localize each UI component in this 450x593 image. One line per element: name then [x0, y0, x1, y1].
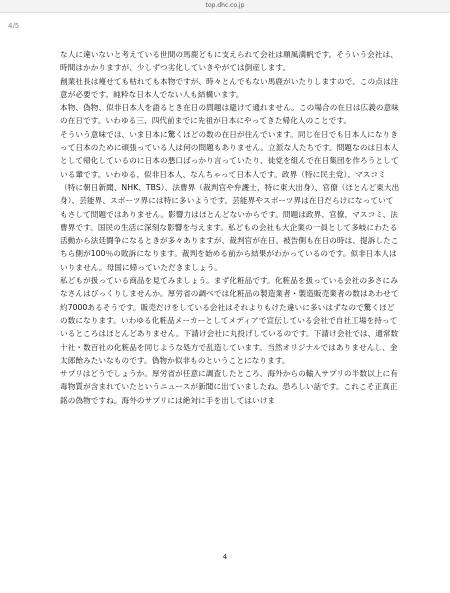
paragraph: 本物、偽物、似非日本人を語るとき在日の問題は避けて通れません。この場合の在日は広義の意味の在日です。いわゆる三、四代前までに先祖が日本にやってきた帰化人のことです。 — [60, 103, 399, 126]
paragraph: な人に違いないと考えている世間の馬鹿どもに支えられて会社は順風満帆です。そういう会社は、時間はかかりますが、少しずつ劣化していきやがては倒産します。 — [60, 50, 398, 73]
document-body — [60, 48, 400, 407]
page-number: 4 — [222, 553, 228, 561]
paragraph: 私どもが扱っている商品を見てみましょう。まず化粧品です。化粧品を扱っている会社の多さにみなさんはびっくりしませんか。厚労省の調べでは化粧品の製造業者・製造販売業者の数はあわせて約7000あるそうです。販売だけをしている会社はそれよりもけた違いに多いはずなので驚くほどの数になります。いわゆる化粧品メーカーとしてメディアで宣伝している会社で自社工場を持っているところはほとんどありません。下請け会社に丸投げしているのです。下請け会社では、通常数十社・数百社の化粧品を同じような処方で乱造しています。当然オリジナルではありませんし、金太郎飴みたいなものです。偽物か似非ものということになります。 — [60, 276, 399, 365]
browser-toolbar — [0, 0, 450, 13]
address-bar-url[interactable]: top.dhc.co.jp — [205, 2, 245, 9]
paragraph: サプリはどうでしょうか。厚労省が任意に調査したところ、海外からの輸入サプリの半数以上に有毒物質が含まれていたというニュースが新聞に出ていましたね。恐ろしい話です。これこそ正真正銘の偽物ですね。海外のサプリには絶対に手を出してはいけま — [60, 369, 398, 405]
paragraph: そういう意味では、いま日本に驚くほどの数の在日が住んでいます。同じ在日でも日本人になりきって日本のために頑張っている人は何の問題もありません。立派な人たちです。問題なのは日本人として帰化しているのに日本の悪口ばっかり言っていたり、徒党を組んで在日集団を作ろうとしている輩です。いわゆる、似非日本人、なんちゃって日本人です。政界（特に民主党）、マスコミ（特に朝日新聞、NHK、TBS）、法曹界（裁判官や弁護士、特に東大出身）、官僚（ほとんど東大出身）、芸能界、スポーツ界には特に多いようです。芸能界やスポーツ界は在日だらけになっていてもさして問題ではありません。影響力はほとんどないからです。問題は政界、官僚、マスコミ、法曹界です。国民の生活に深刻な影響を与えます。私どもの会社も大企業の一員として多岐にわたる活動から法廷闘争になるときが多々ありますが、裁判官が在日、被告側も在日の時は、提訴したこちら側が100％の敗訴になります。裁判を始める前から結果がわかっているのです。似非日本人はいりません。母国に帰っていただきましょう。 — [60, 129, 400, 272]
pdf-page-counter: 4/5 — [8, 22, 20, 30]
paragraph: 創業社長は痩せても枯れても本物ですが、時々とんでもない馬鹿がいたりしますので、この点は注意が必要です。純粋な日本人でない人も結構います。 — [60, 76, 399, 99]
